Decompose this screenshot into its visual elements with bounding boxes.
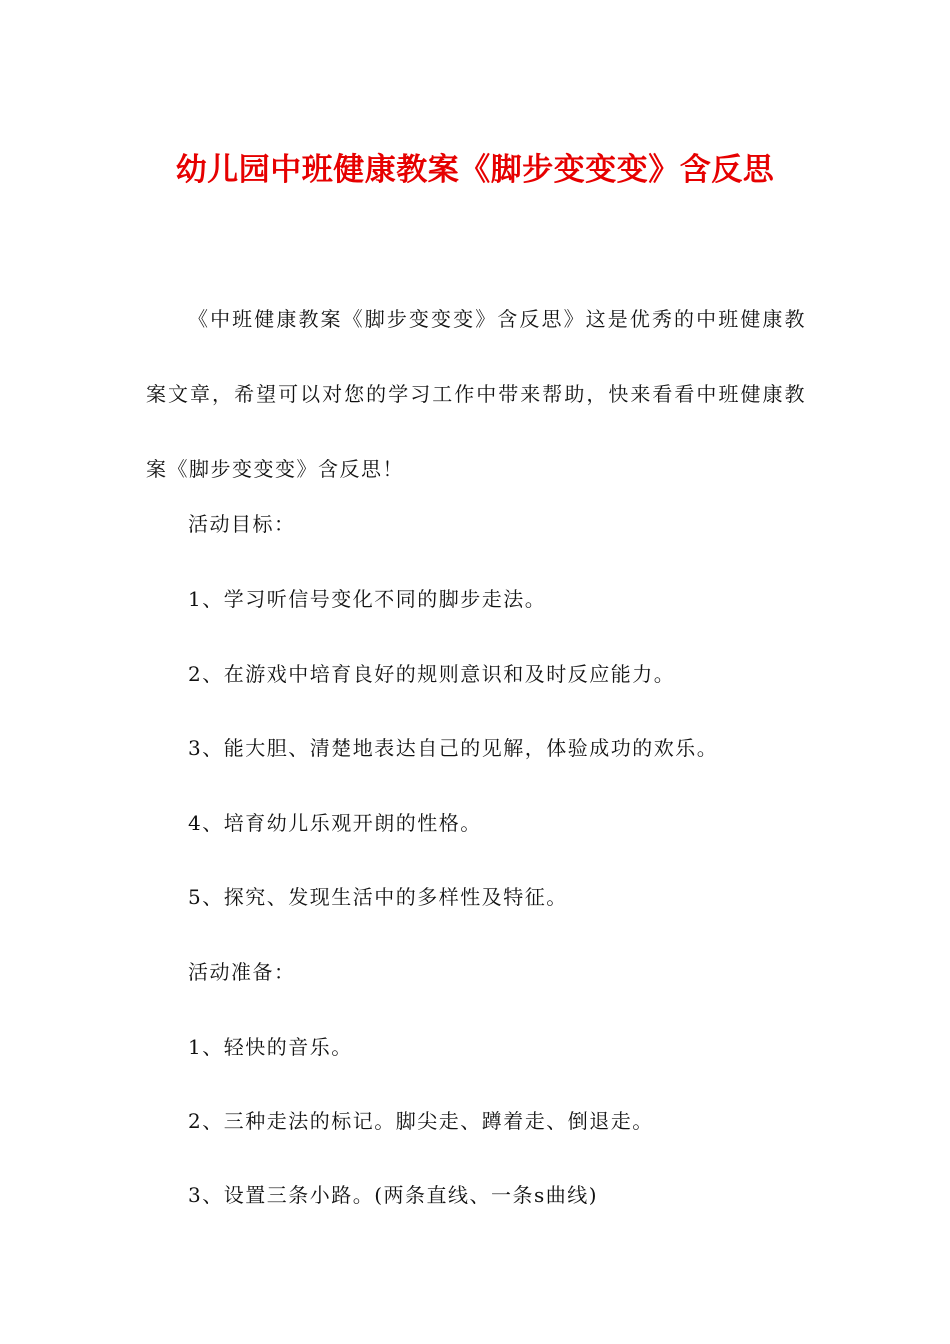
prep-item-2: 2、三种走法的标记。脚尖走、蹲着走、倒退走。 (188, 1109, 654, 1133)
intro-paragraph: 《中班健康教案《脚步变变变》含反思》这是优秀的中班健康教案文章，希望可以对您的学习工作中带来帮助，快来看看中班健康教案《脚步变变变》含反思！ (146, 307, 806, 481)
goal-item-2: 2、在游戏中培育良好的规则意识和及时反应能力。 (188, 662, 676, 686)
goal-item-4: 4、培育幼儿乐观开朗的性格。 (188, 811, 482, 835)
prep-item-3: 3、设置三条小路。(两条直线、一条s曲线) (188, 1183, 599, 1207)
prep-heading: 活动准备： (188, 960, 296, 984)
goals-heading: 活动目标： (188, 512, 296, 536)
goal-item-3: 3、能大胆、清楚地表达自己的见解，体验成功的欢乐。 (188, 736, 719, 760)
goal-item-1: 1、学习听信号变化不同的脚步走法。 (188, 587, 547, 611)
document-title: 幼儿园中班健康教案《脚步变变变》含反思 (175, 152, 775, 188)
goal-item-5: 5、探究、发现生活中的多样性及特征。 (188, 885, 568, 909)
prep-item-1: 1、轻快的音乐。 (188, 1035, 353, 1059)
